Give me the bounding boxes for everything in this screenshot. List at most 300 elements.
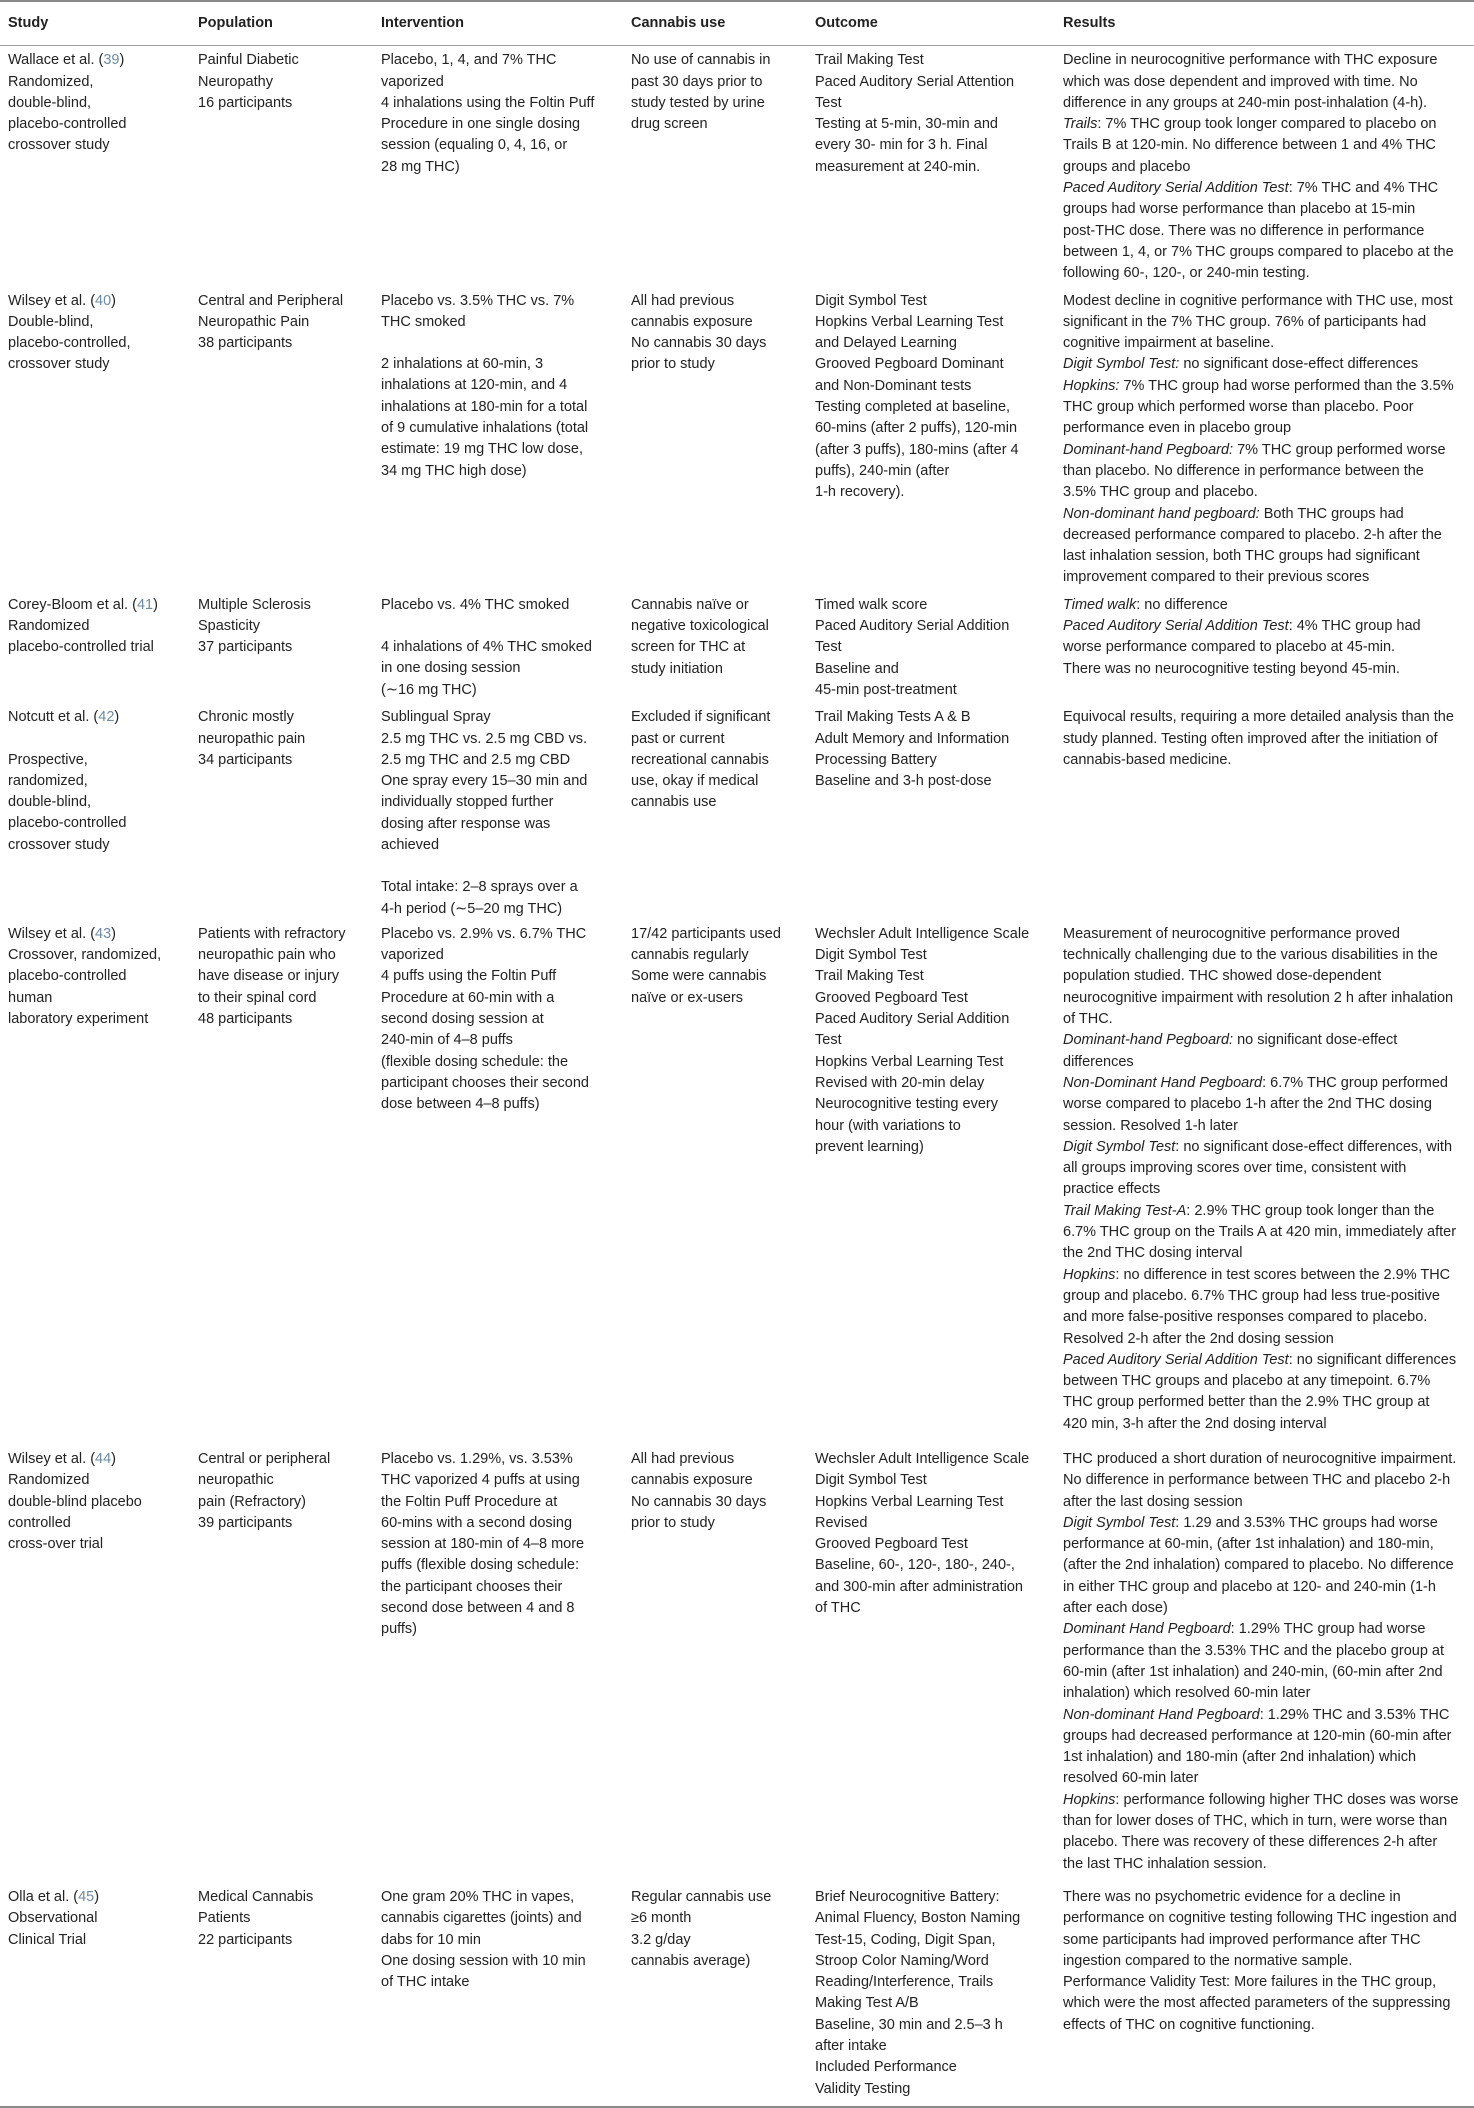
cell-population — [190, 46, 373, 285]
cell-results — [1055, 920, 1474, 1435]
intervention-line: 2.5 mg THC vs. 2.5 mg CBD vs. — [381, 730, 588, 747]
results-text: difference in any groups at 240-min post-inhalation (4-h). — [1063, 94, 1428, 111]
results-text: the 2nd THC dosing interval — [1063, 1245, 1243, 1262]
results-text: 3.5% THC group and placebo. — [1063, 484, 1258, 501]
study-design-line: Randomized — [8, 618, 90, 635]
cannabis-use-line: ≥6 month — [631, 1910, 692, 1927]
results-line — [1063, 1555, 1466, 1576]
intervention-line: Placebo, 1, 4, and 7% THC — [381, 52, 557, 69]
study-design-line: placebo-controlled, — [8, 335, 131, 352]
results-text: Decline in neurocognitive performance with THC exposure — [1063, 52, 1438, 69]
outcome-line: Baseline, 60-, 120-, 180-, 240-, — [815, 1557, 1015, 1574]
outcome-line: Baseline and — [815, 660, 899, 677]
results-line — [1063, 924, 1466, 945]
study-design-line: Prospective, — [8, 751, 88, 768]
results-line — [1063, 50, 1466, 71]
intervention-line: inhalations at 180-min for a total — [381, 398, 588, 415]
results-line — [1063, 1009, 1466, 1030]
results-text: performance at 60-min, (after 1st inhalation) and 180-min, — [1063, 1536, 1434, 1553]
results-text: inhalation) which resolved 60-min later — [1063, 1685, 1311, 1702]
study-design-line: Double-blind, — [8, 313, 94, 330]
intervention-line: second dosing session at — [381, 1011, 544, 1028]
results-text: no significant dose-effect differences — [1179, 356, 1419, 373]
results-line — [1063, 1908, 1466, 1929]
results-test-name: Trails — [1063, 116, 1098, 133]
results-test-name: Paced Auditory Serial Addition Test — [1063, 1351, 1289, 1368]
study-reference-link[interactable]: 42 — [98, 709, 115, 726]
results-line — [1063, 1726, 1466, 1747]
cannabis-use-line: past or current — [631, 730, 725, 747]
study-design-line: Randomized, — [8, 73, 94, 90]
cannabis-use-line: past 30 days prior to — [631, 73, 763, 90]
cannabis-use-line: prior to study — [631, 356, 715, 373]
population-line: 22 participants — [198, 1931, 293, 1948]
study-citation: Wilsey et al. (43) — [8, 925, 117, 942]
outcome-line: Grooved Pegboard Test — [815, 1536, 968, 1553]
cell-intervention — [373, 46, 623, 285]
results-line — [1063, 72, 1466, 93]
cell-study — [0, 701, 190, 920]
results-text: : no significant dose-effect differences, with — [1175, 1138, 1453, 1155]
cell-study — [0, 46, 190, 285]
outcome-line: Stroop Color Naming/Word — [815, 1952, 989, 1969]
results-text: practice effects — [1063, 1181, 1161, 1198]
study-author: Olla et al. — [8, 1888, 70, 1905]
intervention-line: the participant chooses their — [381, 1578, 563, 1595]
results-text: THC group which performed worse than placebo. Poor — [1063, 399, 1414, 416]
header-population: Population — [190, 1, 373, 46]
results-line — [1063, 418, 1466, 439]
results-line — [1063, 1768, 1466, 1789]
study-design-line: double-blind, — [8, 94, 92, 111]
results-text: Modest decline in cognitive performance with THC use, most — [1063, 292, 1453, 309]
outcome-line: 1-h recovery). — [815, 484, 905, 501]
results-test-name: Non-Dominant Hand Pegboard — [1063, 1074, 1263, 1091]
results-text: worse compared to placebo 1-h after the 2nd THC dosing — [1063, 1096, 1432, 1113]
study-reference-link[interactable]: 43 — [95, 925, 112, 942]
results-line — [1063, 1414, 1466, 1435]
results-text: significant in the 7% THC group. 76% of participants had — [1063, 313, 1427, 330]
outcome-line: Included Performance — [815, 2059, 957, 2076]
results-text: : 4% THC group had — [1288, 618, 1421, 635]
results-line — [1063, 1158, 1466, 1179]
outcome-line: measurement at 240-min. — [815, 158, 981, 175]
results-line — [1063, 1662, 1466, 1683]
cannabis-use-line: All had previous — [631, 1451, 735, 1467]
outcome-line: Hopkins Verbal Learning Test — [815, 1493, 1004, 1510]
population-line: Painful Diabetic — [198, 52, 299, 69]
study-author: Wallace et al. — [8, 52, 95, 69]
results-text: session. Resolved 1-h later — [1063, 1117, 1238, 1134]
cannabis-use-line: All had previous — [631, 292, 735, 309]
study-author: Wilsey et al. — [8, 925, 87, 942]
cannabis-use-line: 17/42 participants used — [631, 925, 781, 942]
population-line: to their spinal cord — [198, 989, 317, 1006]
cannabis-use-line: No cannabis 30 days — [631, 335, 767, 352]
results-text: after the last dosing session — [1063, 1493, 1243, 1510]
results-text: Equivocal results, requiring a more detailed analysis than the — [1063, 709, 1454, 726]
study-design-line: randomized, — [8, 772, 88, 789]
results-test-name: Dominant-hand Pegboard: — [1063, 441, 1234, 458]
outcome-line: Testing at 5-min, 30-min and — [815, 116, 998, 133]
results-text: : 1.29% THC group had worse — [1230, 1621, 1426, 1638]
table-body — [0, 46, 1474, 2107]
results-text: ingestion compared to the normative sample. — [1063, 1952, 1353, 1969]
results-line — [1063, 1201, 1466, 1222]
results-line — [1063, 1854, 1466, 1875]
table-row — [0, 701, 1474, 920]
outcome-line: and Non-Dominant tests — [815, 377, 972, 394]
population-line: Chronic mostly — [198, 709, 294, 726]
intervention-line: of THC intake — [381, 1974, 470, 1991]
results-line — [1063, 1392, 1466, 1413]
study-author: Corey-Bloom et al. — [8, 596, 129, 613]
results-test-name: Digit Symbol Test — [1063, 1138, 1176, 1155]
intervention-line: One gram 20% THC in vapes, — [381, 1888, 575, 1905]
outcome-line: Paced Auditory Serial Addition — [815, 1011, 1010, 1028]
intervention-line: second dose between 4 and 8 — [381, 1600, 575, 1617]
cell-intervention — [373, 589, 623, 701]
cannabis-use-line: prior to study — [631, 1514, 715, 1531]
cannabis-use-line: naïve or ex-users — [631, 989, 744, 1006]
outcome-line: puffs), 240-min (after — [815, 462, 950, 479]
outcome-line: prevent learning) — [815, 1138, 924, 1155]
results-text: worse performance compared to placebo at 45-min. — [1063, 639, 1396, 656]
results-line — [1063, 114, 1466, 135]
results-text: 6.7% THC group on the Trails A at 420 min, immediately after — [1063, 1224, 1457, 1241]
results-line — [1063, 199, 1466, 220]
intervention-line: Procedure in one single dosing — [381, 116, 581, 133]
results-text: some participants had improved performance after THC — [1063, 1931, 1421, 1948]
results-text: technically challenging due to the various disabilities in the — [1063, 947, 1438, 964]
cannabis-use-line: Regular cannabis use — [631, 1888, 772, 1905]
results-line — [1063, 263, 1466, 284]
results-line — [1063, 1972, 1466, 1993]
results-line — [1063, 242, 1466, 263]
results-line — [1063, 1993, 1466, 2014]
study-design-line: laboratory experiment — [8, 1011, 149, 1028]
study-design-line: placebo-controlled — [8, 968, 127, 985]
intervention-line: Placebo vs. 1.29%, vs. 3.53% — [381, 1451, 573, 1467]
header-results: Results — [1055, 1, 1474, 46]
population-line: have disease or injury — [198, 968, 340, 985]
cell-results — [1055, 46, 1474, 285]
results-test-name: Non-dominant hand pegboard: — [1063, 505, 1260, 522]
outcome-line: Neurocognitive testing every — [815, 1096, 998, 1113]
study-citation: Notcutt et al. (42) — [8, 709, 120, 726]
results-line — [1063, 595, 1466, 616]
intervention-line: (∼16 mg THC) — [381, 681, 477, 698]
outcome-line: Testing completed at baseline, — [815, 399, 1011, 416]
cannabis-use-line: No use of cannabis in — [631, 52, 771, 69]
cell-cannabis-use — [623, 701, 807, 920]
outcome-line: Test-15, Coding, Digit Span, — [815, 1931, 996, 1948]
results-test-name: Hopkins — [1063, 1791, 1116, 1808]
results-line — [1063, 2015, 1466, 2036]
study-design-line: cross-over trial — [8, 1536, 104, 1553]
study-reference-link[interactable]: 40 — [95, 292, 112, 309]
results-line — [1063, 1951, 1466, 1972]
population-line: 39 participants — [198, 1514, 293, 1531]
population-line: Medical Cannabis — [198, 1888, 314, 1905]
results-text: study planned. Testing often improved after the initiation of — [1063, 730, 1438, 747]
intervention-line: 4 inhalations using the Foltin Puff — [381, 94, 595, 111]
results-text: : 1.29 and 3.53% THC groups had worse — [1175, 1514, 1438, 1531]
intervention-line: puffs) — [381, 1621, 418, 1638]
cell-intervention — [373, 1435, 623, 1875]
header-outcome: Outcome — [807, 1, 1055, 46]
results-line — [1063, 1747, 1466, 1768]
results-test-name: Digit Symbol Test — [1063, 1514, 1176, 1531]
population-line: Neuropathy — [198, 73, 273, 90]
results-text: There was no psychometric evidence for a decline in — [1063, 1888, 1401, 1905]
study-design-line: double-blind placebo — [8, 1493, 142, 1510]
intervention-line: vaporized — [381, 73, 444, 90]
cannabis-use-line: 3.2 g/day — [631, 1931, 691, 1948]
cannabis-use-line: study initiation — [631, 660, 723, 677]
outcome-line: of THC — [815, 1600, 861, 1617]
results-text: Measurement of neurocognitive performance proved — [1063, 925, 1400, 942]
results-line — [1063, 1030, 1466, 1051]
intervention-line: dabs for 10 min — [381, 1931, 481, 1948]
results-line — [1063, 1307, 1466, 1328]
results-line — [1063, 1577, 1466, 1598]
results-line — [1063, 1832, 1466, 1853]
cell-intervention — [373, 701, 623, 920]
results-line — [1063, 221, 1466, 242]
results-text: improvement compared to their previous scores — [1063, 569, 1370, 586]
results-text: group and placebo. 6.7% THC group had less true-positive — [1063, 1287, 1440, 1304]
results-line — [1063, 729, 1466, 750]
cell-outcome — [807, 1435, 1055, 1875]
intervention-line: Placebo vs. 2.9% vs. 6.7% THC — [381, 925, 587, 942]
cell-intervention — [373, 920, 623, 1435]
cell-cannabis-use — [623, 920, 807, 1435]
results-text: : no significant differences — [1288, 1351, 1457, 1368]
intervention-line: inhalations at 120-min, and 4 — [381, 377, 568, 394]
results-line — [1063, 376, 1466, 397]
intervention-line: One spray every 15–30 min and — [381, 773, 588, 790]
results-line — [1063, 482, 1466, 503]
cannabis-use-line: Some were cannabis — [631, 968, 767, 985]
results-line — [1063, 312, 1466, 333]
cannabis-use-line: cannabis exposure — [631, 313, 753, 330]
table-row — [0, 1435, 1474, 1875]
study-design-line: Observational — [8, 1910, 98, 1927]
results-text: Resolved 2-h after the 2nd dosing session — [1063, 1330, 1334, 1347]
results-text: Trails B at 120-min. No difference between 1 and 4% THC — [1063, 137, 1436, 154]
results-text: the last THC inhalation session. — [1063, 1855, 1267, 1872]
intervention-line: participant chooses their second — [381, 1074, 589, 1091]
study-citation: Wilsey et al. (40) — [8, 292, 117, 309]
results-line — [1063, 1470, 1466, 1491]
results-text: groups had worse performance than placebo at 15-min — [1063, 201, 1416, 218]
intervention-line: achieved — [381, 836, 440, 853]
results-line — [1063, 1116, 1466, 1137]
results-line — [1063, 567, 1466, 588]
results-text: 420 min, 3-h after the 2nd dosing interval — [1063, 1415, 1327, 1432]
outcome-line: Test — [815, 94, 842, 111]
cell-population — [190, 1435, 373, 1875]
results-line — [1063, 750, 1466, 771]
outcome-line: Revised — [815, 1514, 868, 1531]
cell-results — [1055, 589, 1474, 701]
results-text: 1st inhalation) and 180-min (after 2nd inhalation) which — [1063, 1749, 1417, 1766]
results-text: 60-min (after 1st inhalation) and 240-min, (60-min after 2nd — [1063, 1663, 1443, 1680]
population-line: Patients with refractory — [198, 925, 346, 942]
intervention-line: 4 inhalations of 4% THC smoked — [381, 639, 592, 656]
population-line: 16 participants — [198, 94, 293, 111]
results-line — [1063, 504, 1466, 525]
study-author: Wilsey et al. — [8, 292, 87, 309]
population-line: neuropathic pain who — [198, 947, 336, 964]
results-test-name: Non-dominant Hand Pegboard — [1063, 1706, 1260, 1723]
results-text: THC group performed better than the 2.9% THC group at — [1063, 1394, 1430, 1411]
results-test-name: Paced Auditory Serial Addition Test — [1063, 618, 1289, 635]
study-design-line: Randomized — [8, 1472, 90, 1489]
study-reference-link[interactable]: 39 — [103, 52, 120, 69]
cell-study — [0, 920, 190, 1435]
results-text: : performance following higher THC doses was worse — [1115, 1791, 1459, 1808]
results-text: which were the most affected parameters of the suppressing — [1063, 1995, 1451, 2012]
results-line — [1063, 1705, 1466, 1726]
results-text: performance on cognitive testing following THC ingestion and — [1063, 1910, 1457, 1927]
cannabis-use-line: use, okay if medical — [631, 773, 759, 790]
intervention-line: vaporized — [381, 947, 444, 964]
cannabis-use-line: Cannabis naïve or — [631, 596, 749, 613]
results-text: : no difference — [1136, 596, 1228, 613]
cannabis-use-line: cannabis use — [631, 794, 717, 811]
cell-study — [0, 589, 190, 701]
results-text: population studied. THC showed dose-dependent — [1063, 968, 1382, 985]
study-design-line: human — [8, 989, 53, 1006]
cell-population — [190, 920, 373, 1435]
header-study: Study — [0, 1, 190, 46]
outcome-line: Digit Symbol Test — [815, 292, 927, 309]
results-text: of THC. — [1063, 1011, 1113, 1028]
results-test-name: Dominant Hand Pegboard — [1063, 1621, 1231, 1638]
results-text: in either THC group and placebo at 120- and 240-min (1-h — [1063, 1578, 1436, 1595]
results-text: (after the 2nd inhalation) compared to placebo. No difference — [1063, 1557, 1454, 1574]
outcome-line: Making Test A/B — [815, 1995, 919, 2012]
results-text: performance than the 3.53% THC and the placebo group at — [1063, 1642, 1445, 1659]
intervention-line: individually stopped further — [381, 794, 554, 811]
outcome-line: Wechsler Adult Intelligence Scale — [815, 925, 1030, 942]
study-citation: Corey-Bloom et al. (41) — [8, 596, 158, 613]
study-author: Wilsey et al. — [8, 1451, 87, 1467]
intervention-line: puffs (flexible dosing schedule: — [381, 1557, 580, 1574]
results-text: cognitive impairment at baseline. — [1063, 335, 1275, 352]
intervention-line: dosing after response was — [381, 815, 551, 832]
results-text: decreased performance compared to placebo. 2-h after the — [1063, 526, 1442, 543]
population-line: Patients — [198, 1910, 251, 1927]
population-line: 38 participants — [198, 335, 293, 352]
intervention-line: 240-min of 4–8 puffs — [381, 1032, 513, 1049]
results-line — [1063, 1534, 1466, 1555]
intervention-line: 4 puffs using the Foltin Puff — [381, 968, 557, 985]
outcome-line: Baseline, 30 min and 2.5–3 h — [815, 2016, 1003, 2033]
study-citation: Wallace et al. (39) — [8, 52, 125, 69]
intervention-line: in one dosing session — [381, 660, 521, 677]
study-reference-link[interactable]: 41 — [136, 596, 154, 613]
results-text: and more false-positive responses compared to placebo. — [1063, 1309, 1428, 1326]
results-test-name: Paced Auditory Serial Addition Test — [1063, 180, 1289, 197]
study-design-line: Crossover, randomized, — [8, 947, 162, 964]
results-text: cannabis-based medicine. — [1063, 751, 1232, 768]
cell-outcome — [807, 589, 1055, 701]
results-text: which was dose dependent and improved with time. No — [1063, 73, 1418, 90]
results-text: between 1, 4, or 7% THC groups compared to placebo at the — [1063, 243, 1454, 260]
results-line — [1063, 525, 1466, 546]
intervention-line: Sublingual Spray — [381, 709, 491, 726]
outcome-line: Processing Battery — [815, 751, 937, 768]
outcome-line: 60-mins (after 2 puffs), 120-min — [815, 420, 1018, 437]
study-design-line: placebo-controlled trial — [8, 639, 154, 656]
cell-population — [190, 589, 373, 701]
results-test-name: Digit Symbol Test: — [1063, 356, 1180, 373]
results-text: placebo. There was recovery of these differences 2-h after — [1063, 1834, 1438, 1851]
cell-cannabis-use — [623, 1875, 807, 2107]
intervention-line: 28 mg THC) — [381, 158, 460, 175]
results-line — [1063, 1265, 1466, 1286]
results-line — [1063, 1222, 1466, 1243]
intervention-line: of 9 cumulative inhalations (total — [381, 420, 589, 437]
cell-cannabis-use — [623, 46, 807, 285]
outcome-line: Digit Symbol Test — [815, 947, 927, 964]
results-text: Performance Validity Test: More failures in the THC group, — [1063, 1974, 1437, 1991]
results-line — [1063, 1887, 1466, 1908]
outcome-line: Trail Making Tests A & B — [815, 709, 971, 726]
results-line — [1063, 659, 1466, 680]
intervention-line: 34 mg THC high dose) — [381, 462, 527, 479]
study-design-line: Clinical Trial — [8, 1931, 87, 1948]
cell-cannabis-use — [623, 285, 807, 589]
results-line — [1063, 354, 1466, 375]
results-line — [1063, 1286, 1466, 1307]
intervention-line: Procedure at 60-min with a — [381, 989, 555, 1006]
study-reference-link[interactable]: 44 — [95, 1451, 112, 1467]
intervention-line: THC smoked — [381, 313, 466, 330]
cell-outcome — [807, 920, 1055, 1435]
results-line — [1063, 707, 1466, 728]
study-reference-link[interactable]: 45 — [78, 1888, 95, 1905]
intervention-line: Total intake: 2–8 sprays over a — [381, 879, 578, 896]
results-line — [1063, 1052, 1466, 1073]
results-text: : 2.9% THC group took longer than the — [1186, 1202, 1435, 1219]
table-row — [0, 285, 1474, 589]
results-text: post-THC dose. There was no difference in performance — [1063, 222, 1425, 239]
outcome-line: Adult Memory and Information — [815, 730, 1010, 747]
cell-population — [190, 701, 373, 920]
results-line — [1063, 397, 1466, 418]
intervention-line: the Foltin Puff Procedure at — [381, 1493, 558, 1510]
outcome-line: Paced Auditory Serial Addition — [815, 618, 1010, 635]
results-line — [1063, 1371, 1466, 1392]
intervention-line: THC vaporized 4 puffs at using — [381, 1472, 580, 1489]
results-text: differences — [1063, 1053, 1134, 1070]
outcome-line: Wechsler Adult Intelligence Scale — [815, 1451, 1030, 1467]
cannabis-use-line: negative toxicological — [631, 618, 769, 635]
intervention-line: session (equaling 0, 4, 16, or — [381, 137, 568, 154]
cell-outcome — [807, 285, 1055, 589]
table-row — [0, 46, 1474, 285]
cell-results — [1055, 1875, 1474, 2107]
results-line — [1063, 93, 1466, 114]
study-citation: Wilsey et al. (44) — [8, 1451, 117, 1467]
results-line — [1063, 461, 1466, 482]
results-line — [1063, 1641, 1466, 1662]
results-line — [1063, 1513, 1466, 1534]
